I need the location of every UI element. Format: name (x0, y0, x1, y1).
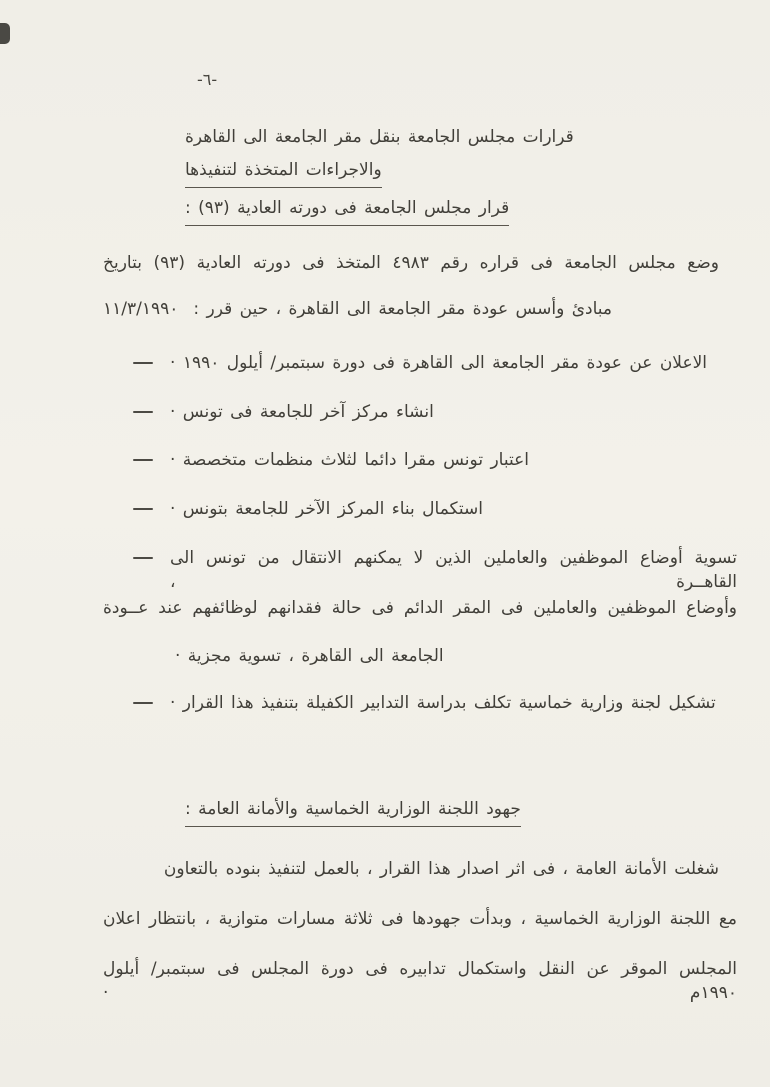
paragraph1-line2-text: مبادئ وأسس عودة مقر الجامعة الى القاهرة ، حين قرر : (193, 299, 613, 319)
bullet-item-6-text: تشكيل لجنة وزارية خماسية تكلف بدراسة التدابير الكفيلة بتنفيذ هذا القرار · (170, 693, 716, 713)
bullet-dash-icon (133, 411, 153, 413)
bullet-item-2-text: انشاء مركز آخر للجامعة فى تونس · (170, 402, 434, 422)
scan-artifact-mark (0, 23, 10, 44)
bullet-item-3 (133, 448, 737, 472)
bullet-item-6 (133, 691, 737, 715)
decision-date: ١١/٣/١٩٩٠ (103, 299, 179, 319)
bullet-item-5-line1: تسوية أوضاع الموظفين والعاملين الذين لا يمكنهم الانتقال من تونس الى القاهــرة ، (170, 548, 737, 592)
bullet-item-1-text: الاعلان عن عودة مقر الجامعة الى القاهرة فى دورة سبتمبر/ أيلول ١٩٩٠ · (170, 353, 708, 373)
bullet-item-1 (133, 351, 737, 375)
bullet-item-3-text: اعتبار تونس مقرا دائما لثلاث منظمات متخصصة · (170, 450, 529, 470)
bullet-item-2 (133, 400, 737, 424)
paragraph2-line1: شغلت الأمانة العامة ، فى اثر اصدار هذا القرار ، بالعمل لتنفيذ بنوده بالتعاون (163, 859, 719, 879)
page-number: -٦- (197, 70, 218, 89)
bullet-dash-icon (133, 702, 153, 704)
bullet-dash-icon (133, 362, 153, 364)
section2-heading: جهود اللجنة الوزارية الخماسية والأمانة العامة : (185, 797, 521, 827)
bullet-item-5-line3: الجامعة الى القاهرة ، تسوية مجزية · (175, 646, 444, 666)
section1-heading: قرار مجلس الجامعة فى دورته العادية (٩٣) : (185, 196, 509, 226)
bullet-dash-icon (133, 508, 153, 510)
paragraph2-line2: مع اللجنة الوزارية الخماسية ، وبدأت جهودها فى ثلاثة مسارات متوازية ، بانتظار اعلان (103, 909, 737, 929)
document-title-line2: والاجراءات المتخذة لتنفيذها (185, 158, 382, 188)
paragraph1-line1: وضع مجلس الجامعة فى قراره رقم ٤٩٨٣ المتخذ فى دورته العادية (٩٣) بتاريخ (103, 253, 719, 273)
bullet-item-4-text: استكمال بناء المركز الآخر للجامعة بتونس · (170, 499, 484, 519)
paragraph1-line2 (103, 297, 737, 321)
bullet-item-5 (133, 546, 737, 594)
document-title-line1: قرارات مجلس الجامعة بنقل مقر الجامعة الى القاهرة (185, 127, 574, 147)
bullet-dash-icon (133, 459, 153, 461)
bullet-item-5-line2: وأوضاع الموظفين والعاملين فى المقر الدائم فى حالة فقدانهم لوظائفهم عند عــودة (103, 598, 737, 618)
paragraph2-line3: المجلس الموقر عن النقل واستكمال تدابيره فى دورة المجلس فى سبتمبر/ أيلول ١٩٩٠م · (103, 959, 737, 1003)
bullet-item-4 (133, 497, 737, 521)
bullet-dash-icon (133, 557, 153, 559)
